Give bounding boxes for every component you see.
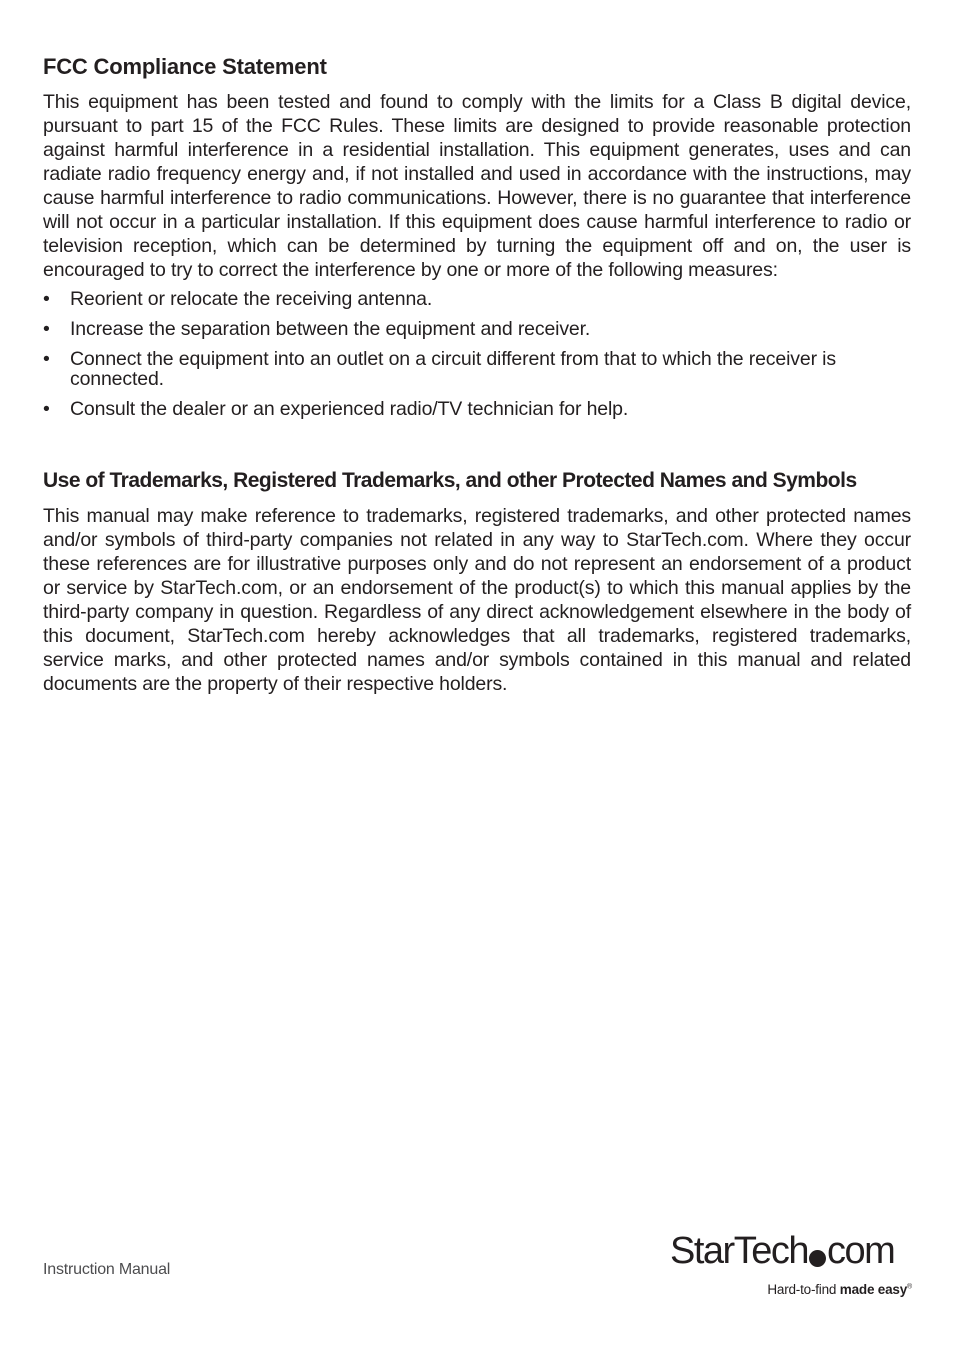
list-item [43,349,911,389]
measure-text: Increase the separation between the equipment and receiver. [70,318,591,340]
logo-dot-icon [809,1250,826,1267]
logo-tagline [767,1282,912,1297]
fcc-paragraph: This equipment has been tested and found to comply with the limits for a Class B digital device, pursuant to part 15 of the FCC Rules. These limits are designed to provide reasonable protection against harmful interference in a residential installation. This equipment generates, uses and can radiate radio frequency energy and, if not installed and used in accordance with the instructions, may cause harmful interference to radio communications. However, there is no guarantee that interference will not occur in a particular installation. If this equipment does cause harmful interference to radio or television reception, which can be determined by turning the equipment off and on, the user is encouraged to try to correct the interference by one or more of the following measures: [43,91,911,281]
footer-label: Instruction Manual [43,1261,171,1278]
logo-wordmark [670,1230,894,1273]
list-item [43,289,911,309]
bullet-icon: • [43,398,50,420]
measure-text: Connect the equipment into an outlet on a circuit different from that to which the receiver is connected. [70,348,836,390]
fcc-measures-list [43,289,911,419]
trademarks-paragraph: This manual may make reference to trademarks, registered trademarks, and other protected names and/or symbols of third-party companies not related in any way to StarTech.com. Where they occur these references are for illustrative purposes only and do not represent an endorsement of a product or service by StarTech.com, or an endorsement of the product(s) to which this manual applies by the third-party company in question. Regardless of any direct acknowledgement elsewhere in the body of this document, StarTech.com hereby acknowledges that all trademarks, registered trademarks, service marks, and other protected names and/or symbols contained in this manual and related documents are the property of their respective holders. [43,505,911,695]
measure-text: Consult the dealer or an experienced radio/TV technician for help. [70,398,629,420]
logo-domain: com [826,1230,895,1272]
tagline-plain: Hard-to-find [767,1282,840,1297]
logo-name: StarTech [670,1230,808,1272]
fcc-heading: FCC Compliance Statement [43,54,327,79]
trademarks-heading: Use of Trademarks, Registered Trademarks, and other Protected Names and Symbols [43,469,857,492]
page-content [43,53,911,696]
registered-mark: ® [907,1283,912,1291]
startech-logo [670,1230,912,1304]
bullet-icon: • [43,348,50,370]
bullet-icon: • [43,288,50,310]
bullet-icon: • [43,318,50,340]
list-item [43,399,911,419]
measure-text: Reorient or relocate the receiving antenna. [70,288,433,310]
tagline-bold: made easy [839,1282,908,1297]
list-item [43,319,911,339]
